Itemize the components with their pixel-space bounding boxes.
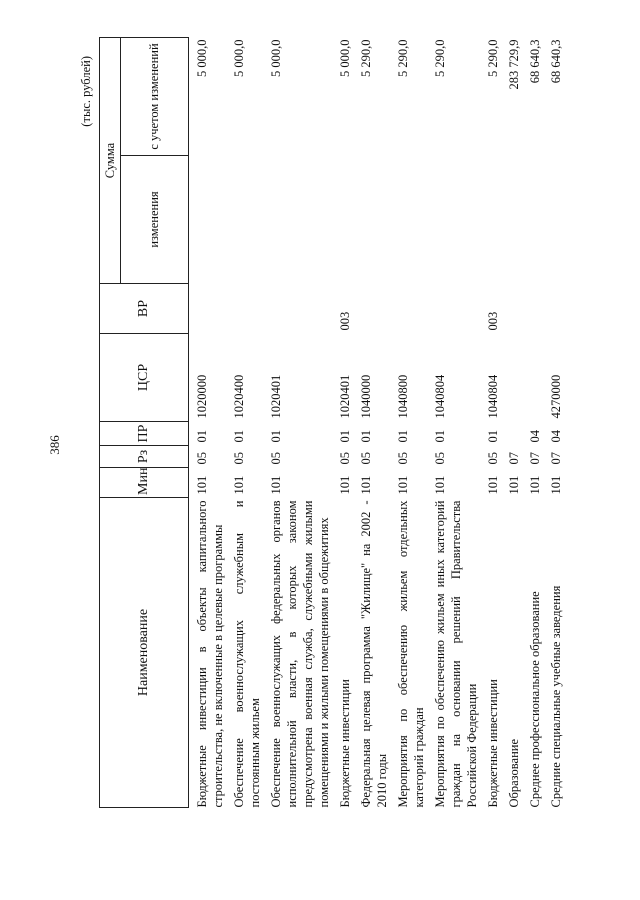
cell-vr (501, 284, 522, 334)
cell-vr (189, 284, 227, 334)
cell-rz: 07 (549, 452, 563, 465)
cell-rz: 07 (528, 452, 542, 465)
cell-pr: 01 (359, 430, 373, 443)
cell-csr (522, 334, 543, 422)
cell-total: 5 290,0 (486, 39, 500, 77)
cell-total: 5 000,0 (195, 39, 209, 77)
cell-min: 101 (232, 475, 246, 495)
cell-csr: 1040804 (486, 374, 500, 419)
cell-rz: 05 (338, 452, 352, 465)
table-row (353, 38, 390, 808)
cell-total: 68 640,3 (549, 39, 563, 84)
cell-name: Среднее профессиональное образование (528, 591, 542, 808)
cell-total: 5 000,0 (338, 39, 352, 77)
cell-min: 101 (507, 475, 521, 495)
table-row (390, 38, 427, 808)
cell-vr (522, 284, 543, 334)
cell-csr: 1040000 (359, 374, 373, 419)
table-row (226, 38, 263, 808)
cell-total: 5 000,0 (269, 39, 283, 77)
cell-vr (427, 284, 480, 334)
cell-changes (332, 156, 353, 284)
cell-name: Мероприятия по обеспечению жильем отдельных категорий граждан (396, 500, 426, 808)
cell-rz: 05 (269, 452, 283, 465)
cell-csr: 1040804 (433, 374, 447, 419)
cell-changes (501, 156, 522, 284)
cell-min: 101 (338, 475, 352, 495)
table-row (501, 38, 522, 808)
cell-min: 101 (433, 475, 447, 495)
cell-changes (390, 156, 427, 284)
cell-name: Средние специальные учебные заведения (549, 585, 563, 808)
header-sum: Сумма (100, 38, 121, 284)
cell-pr: 04 (549, 430, 563, 443)
cell-min: 101 (195, 475, 209, 495)
cell-vr (226, 284, 263, 334)
header-csr: ЦСР (100, 334, 189, 422)
cell-rz: 07 (507, 452, 521, 465)
cell-vr (263, 284, 332, 334)
cell-rz: 05 (486, 452, 500, 465)
header-changes: изменения (121, 156, 189, 284)
cell-pr: 01 (396, 430, 410, 443)
cell-changes (189, 156, 227, 284)
cell-name: Бюджетные инвестиции (338, 679, 352, 808)
table-row (522, 38, 543, 808)
cell-changes (480, 156, 501, 284)
cell-name: Образование (507, 738, 521, 808)
cell-total: 5 000,0 (232, 39, 246, 77)
cell-rz: 05 (433, 452, 447, 465)
cell-vr: 003 (486, 311, 500, 331)
header-rz: Рз (100, 446, 189, 468)
cell-vr (353, 284, 390, 334)
cell-pr: 04 (528, 430, 542, 443)
cell-total: 68 640,3 (528, 39, 542, 84)
cell-csr: 1020401 (269, 374, 283, 419)
table-row (332, 38, 353, 808)
cell-min: 101 (549, 475, 563, 495)
cell-vr (390, 284, 427, 334)
cell-changes (543, 156, 564, 284)
cell-vr: 003 (338, 311, 352, 331)
cell-changes (427, 156, 480, 284)
cell-changes (226, 156, 263, 284)
cell-csr: 1020000 (195, 374, 209, 419)
cell-changes (263, 156, 332, 284)
cell-csr (501, 334, 522, 422)
cell-vr (543, 284, 564, 334)
cell-pr: 01 (433, 430, 447, 443)
cell-name: Обеспечение военнослужащих служебным и постоянным жильем (232, 500, 262, 808)
cell-name: Бюджетные инвестиции (486, 679, 500, 808)
cell-changes (353, 156, 390, 284)
table-row (263, 38, 332, 808)
unit-note: (тыс. рублей) (79, 56, 93, 127)
cell-total: 5 290,0 (396, 39, 410, 77)
header-name: Наименование (100, 498, 189, 808)
cell-rz: 05 (359, 452, 373, 465)
cell-pr: 01 (195, 430, 209, 443)
header-pr: ПР (100, 422, 189, 446)
cell-pr (501, 422, 522, 446)
cell-total: 5 290,0 (433, 39, 447, 77)
cell-name: Мероприятия по обеспечению жильем иных категорий граждан на основании решений Правительства Российской Федерации (433, 500, 479, 808)
cell-pr: 01 (269, 430, 283, 443)
budget-table (99, 37, 564, 808)
cell-total: 5 290,0 (359, 39, 373, 77)
header-with-changes: с учетом изменений (121, 38, 189, 156)
cell-min: 101 (396, 475, 410, 495)
cell-pr: 01 (338, 430, 352, 443)
page-number: 386 (47, 435, 62, 455)
cell-name: Федеральная целевая программа "Жилище" на 2002 - 2010 годы (359, 500, 389, 808)
table-row (427, 38, 480, 808)
cell-pr: 01 (486, 430, 500, 443)
cell-min: 101 (528, 475, 542, 495)
cell-total: 283 729,9 (507, 39, 521, 90)
cell-csr: 4270000 (549, 374, 563, 419)
budget-table-rotated (79, 38, 597, 808)
header-min: Мин (100, 468, 189, 498)
cell-min: 101 (486, 475, 500, 495)
cell-changes (522, 156, 543, 284)
cell-min: 101 (359, 475, 373, 495)
header-vr: ВР (100, 284, 189, 334)
cell-name: Обеспечение военнослужащих федеральных органов исполнительной власти, в которых законом предусмотрена военная служба, служебными жилыми помещениями и жилыми помещениями в общежитиях (269, 500, 331, 808)
cell-rz: 05 (195, 452, 209, 465)
table-body (189, 38, 565, 808)
cell-csr: 1020401 (338, 374, 352, 419)
cell-rz: 05 (396, 452, 410, 465)
cell-pr: 01 (232, 430, 246, 443)
cell-min: 101 (269, 475, 283, 495)
cell-csr: 1040800 (396, 374, 410, 419)
cell-name: Бюджетные инвестиции в объекты капитального строительства, не включенные в целевые программы (195, 500, 225, 808)
table-row (543, 38, 564, 808)
cell-csr: 1020400 (232, 374, 246, 419)
cell-rz: 05 (232, 452, 246, 465)
table-row (480, 38, 501, 808)
table-row (189, 38, 227, 808)
